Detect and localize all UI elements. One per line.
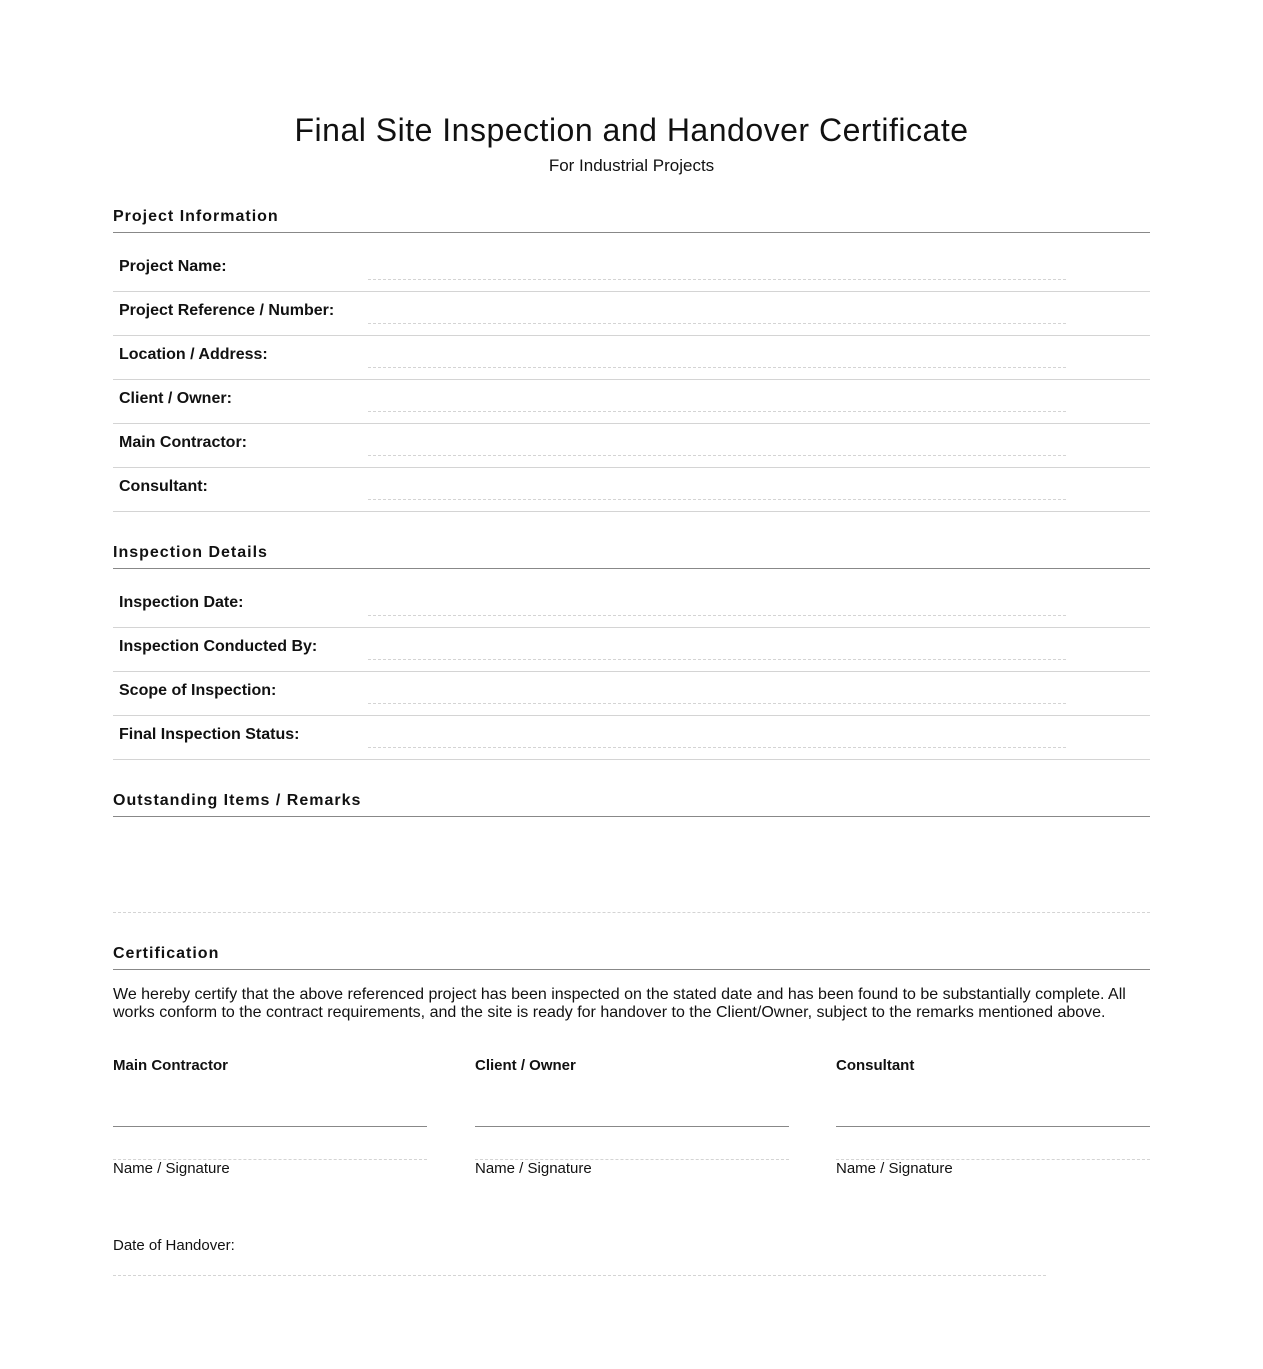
signature-caption: Name / Signature [113, 1160, 230, 1177]
signature-block-consultant [836, 1057, 1150, 1177]
field-input-line[interactable] [368, 703, 1066, 704]
field-label: Final Inspection Status: [119, 726, 300, 743]
field-input-line[interactable] [368, 367, 1066, 368]
certification-section [113, 945, 1150, 1022]
signatory-title: Consultant [836, 1057, 915, 1074]
form-row [113, 468, 1150, 512]
field-input-line[interactable] [368, 455, 1066, 456]
form-row [113, 628, 1150, 672]
field-input-line[interactable] [368, 747, 1066, 748]
signatory-title: Main Contractor [113, 1057, 229, 1074]
field-label: Scope of Inspection: [119, 682, 277, 699]
signatory-title: Client / Owner [475, 1057, 576, 1074]
section-heading: Project Information [113, 208, 1150, 233]
field-input-line[interactable] [368, 659, 1066, 660]
signature-caption: Name / Signature [475, 1160, 592, 1177]
form-row [113, 248, 1150, 292]
form-row [113, 292, 1150, 336]
remarks-field[interactable] [113, 817, 1150, 913]
form-row [113, 380, 1150, 424]
signature-line[interactable] [836, 1126, 1150, 1127]
signature-line[interactable] [475, 1126, 789, 1127]
field-input-line[interactable] [368, 499, 1066, 500]
page-title: Final Site Inspection and Handover Certificate [294, 112, 969, 148]
signature-caption: Name / Signature [836, 1160, 953, 1177]
inspection-details-section [113, 544, 1150, 760]
section-heading: Outstanding Items / Remarks [113, 792, 1150, 817]
form-row [113, 584, 1150, 628]
field-input-line[interactable] [368, 323, 1066, 324]
form-row [113, 716, 1150, 760]
field-label: Inspection Date: [119, 594, 244, 611]
field-label: Client / Owner: [119, 390, 232, 407]
form-row [113, 336, 1150, 380]
field-label: Location / Address: [119, 346, 268, 363]
remarks-section [113, 792, 1150, 913]
field-label: Project Reference / Number: [119, 302, 335, 319]
signature-block-main-contractor [113, 1057, 427, 1177]
form-row [113, 424, 1150, 468]
signature-line[interactable] [113, 1126, 427, 1127]
field-input-line[interactable] [368, 279, 1066, 280]
form-row [113, 672, 1150, 716]
project-information-section [113, 208, 1150, 512]
field-label: Main Contractor: [119, 434, 247, 451]
field-label: Project Name: [119, 258, 227, 275]
signature-block-client-owner [475, 1057, 789, 1177]
page-subtitle: For Industrial Projects [548, 156, 715, 175]
certification-statement: We hereby certify that the above referenced project has been inspected on the stated date and has been found to be substantially complete. All works conform to the contract requirements, and the site is ready for handover to the Client/Owner, subject to the remarks mentioned above. [113, 986, 1126, 1021]
handover-date-field[interactable] [113, 1275, 1046, 1276]
section-heading: Inspection Details [113, 544, 1150, 569]
handover-date-label: Date of Handover: [113, 1237, 235, 1254]
field-label: Inspection Conducted By: [119, 638, 318, 655]
field-label: Consultant: [119, 478, 208, 495]
section-heading: Certification [113, 945, 1150, 970]
field-input-line[interactable] [368, 615, 1066, 616]
field-input-line[interactable] [368, 411, 1066, 412]
